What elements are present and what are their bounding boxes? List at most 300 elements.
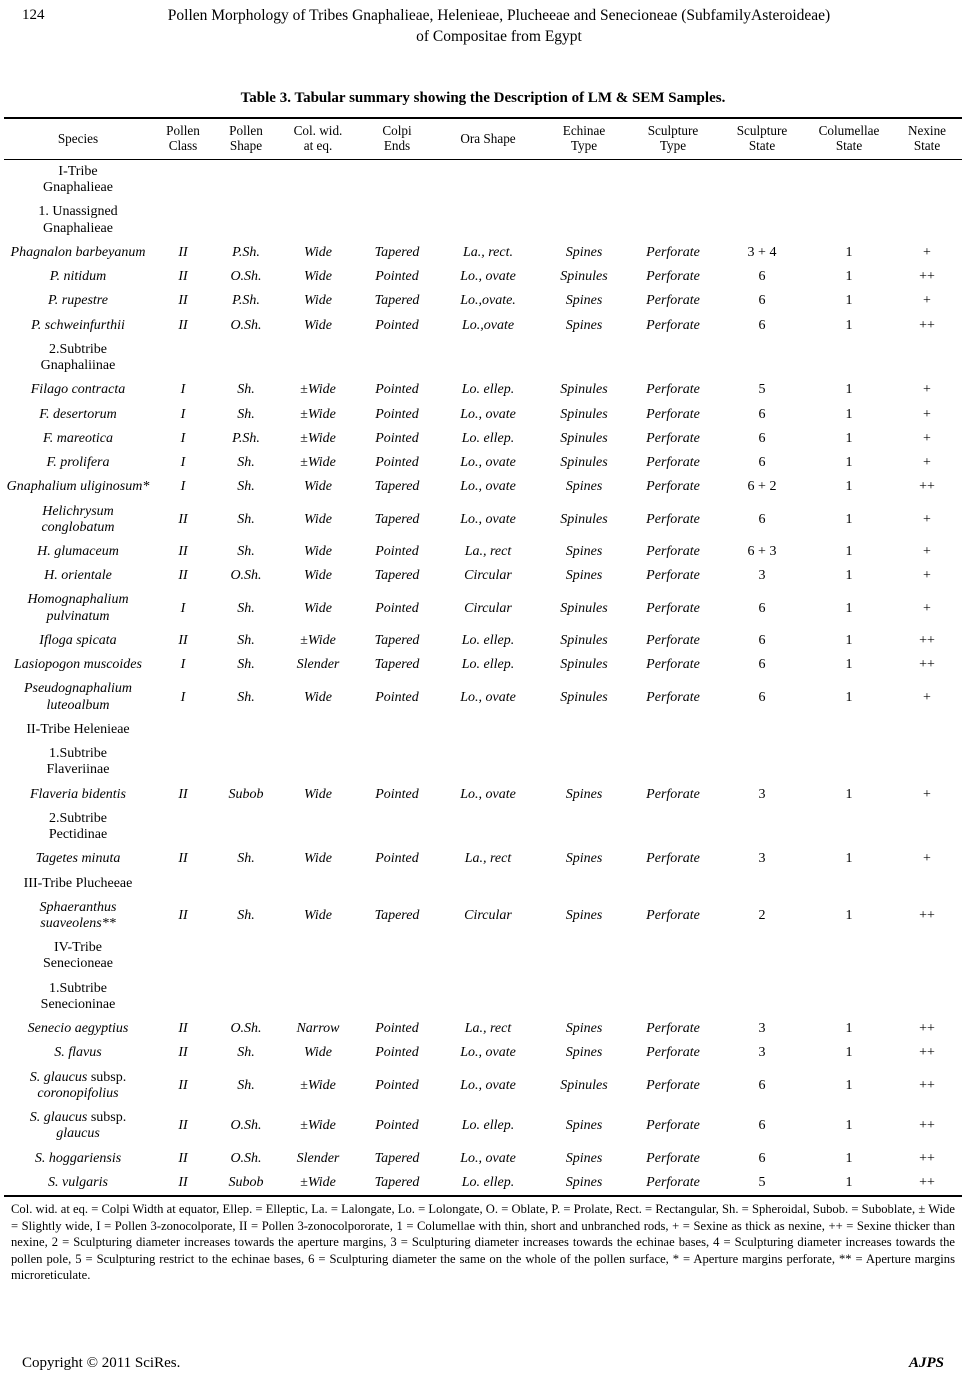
- nexine-state-cell: ++: [919, 1021, 935, 1037]
- colpi-ends-cell: Pointed: [375, 1021, 419, 1037]
- empty-cell: [152, 718, 214, 742]
- empty-cell: [540, 742, 628, 782]
- empty-cell: [718, 160, 806, 201]
- subspecies-epithet: glaucus: [56, 1126, 100, 1142]
- empty-cell: [436, 338, 540, 378]
- pollen-shape-cell: Sh.: [237, 406, 255, 422]
- columellae-state-cell: 1: [845, 600, 853, 616]
- columellae-state-cell: 1: [845, 1118, 853, 1134]
- column-header-line-1: Echinae: [562, 122, 606, 138]
- columellae-state-cell: 1: [845, 1045, 853, 1061]
- pollen-class-cell: I: [180, 455, 186, 471]
- empty-cell: [628, 742, 718, 782]
- species-name-cell: S. flavus: [54, 1045, 102, 1061]
- group-heading-label: [4, 742, 152, 782]
- nexine-state-cell: +: [923, 786, 931, 802]
- empty-cell: [358, 936, 436, 976]
- column-header-line-1: Pollen: [166, 122, 200, 138]
- pollen-shape-cell: P.Sh.: [232, 430, 260, 446]
- columellae-state-cell: 1: [845, 244, 853, 260]
- empty-cell: [628, 200, 718, 240]
- ora-shape-cell: Lo. ellep.: [461, 1118, 515, 1134]
- pollen-class-cell: II: [178, 269, 188, 285]
- empty-cell: [436, 872, 540, 896]
- empty-cell: [540, 338, 628, 378]
- pollen-class-cell: I: [180, 479, 186, 495]
- sculpture-state-cell: 6: [758, 293, 766, 309]
- column-header-pollen-class: [152, 118, 214, 160]
- table-row: [4, 896, 962, 936]
- columellae-state-cell: 1: [845, 293, 853, 309]
- species-name-cell: Pseudognaphalium luteoalbum: [23, 681, 133, 713]
- sculpture-type-cell: Perforate: [646, 1118, 700, 1134]
- nexine-state-cell: ++: [919, 657, 935, 673]
- sculpture-type-cell: Perforate: [646, 1077, 700, 1093]
- col-wid-cell: ±Wide: [278, 1171, 358, 1196]
- pollen-class-cell: II: [178, 786, 188, 802]
- echinae-type-cell: Spines: [565, 1118, 603, 1134]
- column-header-sculpture-state: [718, 118, 806, 160]
- columellae-state-cell: 1: [845, 406, 853, 422]
- species-name-cell: Homognaphalium pulvinatum: [27, 592, 129, 624]
- empty-cell: [214, 200, 278, 240]
- columellae-state-cell: 1: [845, 543, 853, 559]
- echinae-type-cell: Spines: [565, 543, 603, 559]
- copyright-notice: Copyright © 2011 SciRes.: [22, 1355, 181, 1371]
- ora-shape-cell: Lo. ellep.: [436, 1171, 540, 1196]
- table-footnote: Col. wid. at eq. = Colpi Width at equator, Ellep. = Elleptic, La. = Lalongate, Lo. = Lolongate, O. = Oblate, P. = Prolate, Rect. = Rectangular, Sh. = Spheroidal, Subob. = Suboblate, ± Wide = Slightly wide, I = Pollen 3-zonocolporate, II = Pollen 3-zonocolpororate, 1 = Columellae with thin, short and unbranched rods, + = Sexine as thick as nexine, ++ = Sexine thicker than nexine, 2 = Sculpturing diameter increases towards the aperture margins, 3 = Sculpturing diameter increases towards the echinae bases, 4 = Sculpturing diameter increases towards the pollen pole, 5 = Sculpturing restrict to the echinae bases, 6 = Sculpturing diameter the same on the whole of the pollen surface, * = Aperture margins perforate, ** = Aperture margins microreticulate.: [11, 1202, 955, 1283]
- column-header-species: [4, 118, 152, 160]
- sculpture-type-cell: Perforate: [646, 382, 700, 398]
- col-wid-cell: Wide: [304, 511, 332, 527]
- sculpture-type-cell: Perforate: [646, 600, 700, 616]
- group-heading-line: II-Tribe Helenieae: [26, 721, 130, 737]
- pollen-class-cell: II: [178, 568, 188, 584]
- column-header-col-wid-at-eq: [278, 118, 358, 160]
- table-row: [4, 1171, 962, 1196]
- echinae-type-cell: Spines: [565, 851, 603, 867]
- ora-shape-cell: Lo., ovate: [460, 479, 516, 495]
- ora-shape-cell: Circular: [464, 600, 512, 616]
- pollen-shape-cell: P.Sh.: [232, 293, 260, 309]
- col-wid-cell: Wide: [304, 543, 332, 559]
- columellae-state-cell: 1: [845, 786, 853, 802]
- column-header-line-2: Shape: [229, 138, 263, 154]
- colpi-ends-cell: Pointed: [375, 689, 419, 705]
- column-header-line-2: Type: [659, 138, 687, 154]
- group-heading-line: 2.Subtribe: [49, 341, 107, 357]
- table-header: [4, 118, 962, 160]
- table-group-heading-row: [4, 872, 962, 896]
- empty-cell: [152, 160, 214, 201]
- echinae-type-cell: Spinules: [560, 269, 608, 285]
- empty-cell: [540, 977, 628, 1017]
- colpi-ends-cell: Pointed: [375, 543, 419, 559]
- group-heading-label: [4, 807, 152, 847]
- column-header-line-1: Ora Shape: [460, 130, 516, 146]
- empty-cell: [214, 807, 278, 847]
- empty-cell: [806, 718, 892, 742]
- nexine-state-cell: +: [923, 543, 931, 559]
- ora-shape-cell: Lo. ellep.: [461, 632, 515, 648]
- empty-cell: [278, 936, 358, 976]
- page-number: 124: [22, 7, 45, 23]
- sculpture-state-cell: 6: [758, 1150, 766, 1166]
- sculpture-state-cell: 6: [758, 406, 766, 422]
- sculpture-type-cell: Perforate: [646, 269, 700, 285]
- echinae-type-cell: Spines: [565, 568, 603, 584]
- pollen-class-cell: II: [178, 1021, 188, 1037]
- pollen-class-cell: II: [178, 632, 188, 648]
- pollen-shape-cell: Sh.: [237, 1077, 255, 1093]
- species-name-cell: P. nitidum: [49, 269, 107, 285]
- empty-cell: [278, 977, 358, 1017]
- species-name-cell: Helichrysum conglobatum: [41, 503, 115, 535]
- colpi-ends-cell: Tapered: [374, 511, 420, 527]
- table-row: [4, 500, 962, 540]
- ora-shape-cell: Lo. ellep.: [461, 430, 515, 446]
- echinae-type-cell: Spines: [565, 1021, 603, 1037]
- echinae-type-cell: Spines: [565, 786, 603, 802]
- group-heading-label: [4, 338, 152, 378]
- table-group-heading-row: [4, 936, 962, 976]
- table-group-heading-row: [4, 742, 962, 782]
- nexine-state-cell: +: [923, 511, 931, 527]
- ora-shape-cell: Lo., ovate: [460, 1150, 516, 1166]
- running-head-line-1: Pollen Morphology of Tribes Gnaphalieae, Helenieae, Plucheeae and Senecioneae (SubfamilyAsteroideae): [167, 7, 831, 24]
- columellae-state-cell: 1: [845, 317, 853, 333]
- echinae-type-cell: Spines: [565, 479, 603, 495]
- empty-cell: [892, 718, 962, 742]
- sculpture-type-cell: Perforate: [646, 632, 700, 648]
- group-heading-label: [4, 200, 152, 240]
- empty-cell: [278, 160, 358, 201]
- table-row: [4, 289, 962, 313]
- group-heading-line: 2.Subtribe: [49, 810, 107, 826]
- pollen-shape-cell: Sh.: [237, 511, 255, 527]
- empty-cell: [152, 872, 214, 896]
- empty-cell: [214, 936, 278, 976]
- table-row: [4, 783, 962, 807]
- col-wid-cell: ±Wide: [300, 382, 336, 398]
- nexine-state-cell: +: [923, 600, 931, 616]
- colpi-ends-cell: Pointed: [375, 406, 419, 422]
- pollen-class-cell: II: [152, 1171, 214, 1196]
- ora-shape-cell: La., rect.: [462, 244, 514, 260]
- columellae-state-cell: 1: [845, 430, 853, 446]
- colpi-ends-cell: Pointed: [375, 430, 419, 446]
- empty-cell: [718, 200, 806, 240]
- pollen-shape-cell: Sh.: [237, 455, 255, 471]
- colpi-ends-cell: Pointed: [375, 786, 419, 802]
- rank-abbreviation: subsp.: [90, 1069, 127, 1085]
- running-head: [0, 0, 966, 48]
- column-header-line-1: Columellae: [818, 122, 880, 138]
- table-group-heading-row: [4, 807, 962, 847]
- empty-cell: [540, 200, 628, 240]
- empty-cell: [628, 872, 718, 896]
- col-wid-cell: Wide: [304, 786, 332, 802]
- column-header-line-1: Pollen: [229, 122, 263, 138]
- column-header-line-2: Ends: [383, 138, 411, 154]
- species-name-cell: S. hoggariensis: [34, 1150, 122, 1166]
- species-name-cell: Senecio aegyptius: [27, 1021, 129, 1037]
- species-name-cell: Sphaeranthus suaveolens**: [39, 899, 117, 931]
- group-heading-line: Gnaphaliinae: [40, 358, 116, 374]
- species-binomial: S. glaucus subsp.: [29, 1110, 127, 1126]
- empty-cell: [358, 872, 436, 896]
- sculpture-type-cell: Perforate: [646, 1021, 700, 1037]
- species-name-cell: P. rupestre: [48, 293, 108, 309]
- empty-cell: [436, 977, 540, 1017]
- pollen-class-cell: I: [180, 430, 186, 446]
- empty-cell: [540, 807, 628, 847]
- empty-cell: [806, 338, 892, 378]
- sculpture-state-cell: 2: [758, 907, 766, 923]
- table-row: [4, 314, 962, 338]
- species-name-cell: Phagnalon barbeyanum: [10, 244, 146, 260]
- echinae-type-cell: Spinules: [560, 455, 608, 471]
- group-heading-label: [4, 160, 152, 201]
- group-heading-line: Flaveriinae: [46, 762, 110, 778]
- colpi-ends-cell: Pointed: [375, 317, 419, 333]
- table-caption: Table 3. Tabular summary showing the Description of LM & SEM Samples.: [240, 89, 726, 106]
- table-row: [4, 629, 962, 653]
- empty-cell: [152, 200, 214, 240]
- empty-cell: [718, 718, 806, 742]
- pollen-class-cell: II: [178, 907, 188, 923]
- group-heading-line: 1.Subtribe: [49, 746, 107, 762]
- pollen-shape-cell: O.Sh.: [230, 568, 262, 584]
- echinae-type-cell: Spinules: [560, 1077, 608, 1093]
- pollen-shape-cell: Sh.: [237, 479, 255, 495]
- empty-cell: [278, 338, 358, 378]
- pollen-shape-cell: Sh.: [237, 851, 255, 867]
- pollen-class-cell: II: [178, 1118, 188, 1134]
- empty-cell: [152, 807, 214, 847]
- species-name-cell: [4, 1106, 152, 1146]
- pollen-shape-cell: Sh.: [237, 907, 255, 923]
- empty-cell: [278, 742, 358, 782]
- ora-shape-cell: Lo., ovate: [460, 269, 516, 285]
- column-header-line-2: at eq.: [303, 138, 333, 154]
- pollen-shape-cell: Sh.: [237, 543, 255, 559]
- columellae-state-cell: 1: [845, 269, 853, 285]
- pollen-shape-cell: Sh.: [237, 632, 255, 648]
- col-wid-cell: Wide: [304, 600, 332, 616]
- columellae-state-cell: 1: [845, 1150, 853, 1166]
- sculpture-type-cell: Perforate: [646, 244, 700, 260]
- empty-cell: [806, 200, 892, 240]
- empty-cell: [214, 872, 278, 896]
- nexine-state-cell: +: [923, 293, 931, 309]
- ora-shape-cell: La., rect: [464, 851, 512, 867]
- column-header-line-2: State: [835, 138, 863, 154]
- species-name-cell: S. vulgaris: [4, 1171, 152, 1196]
- column-header-line-1: Sculpture: [647, 122, 699, 138]
- column-header-line-1: Col. wid.: [293, 122, 343, 138]
- col-wid-cell: ±Wide: [300, 406, 336, 422]
- empty-cell: [628, 977, 718, 1017]
- col-wid-cell: ±Wide: [300, 1077, 336, 1093]
- nexine-state-cell: ++: [919, 1150, 935, 1166]
- sculpture-type-cell: Perforate: [646, 689, 700, 705]
- empty-cell: [628, 718, 718, 742]
- empty-cell: [892, 338, 962, 378]
- empty-cell: [278, 872, 358, 896]
- empty-cell: [806, 872, 892, 896]
- empty-cell: [628, 160, 718, 201]
- pollen-class-cell: I: [180, 382, 186, 398]
- echinae-type-cell: Spinules: [560, 689, 608, 705]
- group-heading-line: 1. Unassigned: [38, 204, 118, 220]
- table-row: [4, 540, 962, 564]
- empty-cell: [806, 742, 892, 782]
- sculpture-state-cell: 6: [758, 317, 766, 333]
- columellae-state-cell: 1: [845, 511, 853, 527]
- table-row: [4, 427, 962, 451]
- table-row: [4, 1066, 962, 1106]
- colpi-ends-cell: Tapered: [374, 479, 420, 495]
- ora-shape-cell: Lo., ovate: [460, 1045, 516, 1061]
- colpi-ends-cell: Tapered: [374, 568, 420, 584]
- species-name-cell: Gnaphalium uliginosum*: [6, 479, 150, 495]
- pollen-class-cell: II: [178, 511, 188, 527]
- empty-cell: [540, 718, 628, 742]
- echinae-type-cell: Spinules: [560, 430, 608, 446]
- col-wid-cell: Wide: [304, 269, 332, 285]
- sculpture-state-cell: 3: [758, 786, 766, 802]
- sculpture-state-cell: 6: [758, 600, 766, 616]
- sculpture-state-cell: 5: [758, 382, 766, 398]
- empty-cell: [718, 936, 806, 976]
- pollen-shape-cell: O.Sh.: [230, 1150, 262, 1166]
- empty-cell: [540, 160, 628, 201]
- species-name-cell: Flaveria bidentis: [29, 786, 127, 802]
- ora-shape-cell: Lo., ovate: [460, 689, 516, 705]
- columellae-state-cell: 1: [845, 1077, 853, 1093]
- sculpture-type-cell: Perforate: [646, 543, 700, 559]
- colpi-ends-cell: Pointed: [375, 600, 419, 616]
- table-row: [4, 451, 962, 475]
- ora-shape-cell: Lo., ovate: [460, 1077, 516, 1093]
- ora-shape-cell: Circular: [464, 907, 512, 923]
- empty-cell: [152, 977, 214, 1017]
- table-row: [4, 241, 962, 265]
- ora-shape-cell: Lo., ovate: [460, 511, 516, 527]
- col-wid-cell: Wide: [304, 1045, 332, 1061]
- col-wid-cell: Wide: [304, 293, 332, 309]
- column-header-pollen-shape: [214, 118, 278, 160]
- sculpture-type-cell: Perforate: [646, 455, 700, 471]
- echinae-type-cell: Spinules: [560, 406, 608, 422]
- sculpture-type-cell: Perforate: [646, 851, 700, 867]
- sculpture-state-cell: 3 + 4: [747, 244, 777, 260]
- sculpture-type-cell: Perforate: [646, 406, 700, 422]
- nexine-state-cell: +: [923, 406, 931, 422]
- pollen-shape-cell: Sh.: [237, 1045, 255, 1061]
- colpi-ends-cell: Pointed: [375, 1045, 419, 1061]
- pollen-class-cell: II: [178, 543, 188, 559]
- column-header-line-1: Nexine: [907, 122, 947, 138]
- running-head-line-2: of Compositae from Egypt: [416, 27, 582, 45]
- pollen-class-cell: I: [180, 600, 186, 616]
- empty-cell: [540, 936, 628, 976]
- table-row: [4, 378, 962, 402]
- sculpture-state-cell: 6: [758, 1077, 766, 1093]
- species-name-cell: Filago contracta: [30, 382, 126, 398]
- col-wid-cell: Wide: [304, 689, 332, 705]
- group-heading-line: Gnaphalieae: [43, 220, 113, 236]
- ora-shape-cell: Lo., ovate: [460, 406, 516, 422]
- sculpture-state-cell: 3: [758, 1045, 766, 1061]
- table-row: [4, 403, 962, 427]
- sculpture-type-cell: Perforate: [646, 1045, 700, 1061]
- table-body: [4, 160, 962, 1197]
- empty-cell: [214, 742, 278, 782]
- empty-cell: [436, 160, 540, 201]
- empty-cell: [152, 742, 214, 782]
- col-wid-cell: Wide: [304, 479, 332, 495]
- column-header-sculpture-type: [628, 118, 718, 160]
- sculpture-state-cell: 3: [758, 851, 766, 867]
- echinae-type-cell: Spines: [565, 317, 603, 333]
- empty-cell: [718, 807, 806, 847]
- colpi-ends-cell: Tapered: [374, 293, 420, 309]
- echinae-type-cell: Spinules: [560, 511, 608, 527]
- lm-sem-summary-table: [4, 117, 962, 1197]
- nexine-state-cell: ++: [919, 269, 935, 285]
- sculpture-state-cell: 6: [758, 1118, 766, 1134]
- column-header-line-1: Colpi: [382, 122, 412, 138]
- ora-shape-cell: Lo. ellep.: [461, 657, 515, 673]
- table-group-heading-row: [4, 338, 962, 378]
- ora-shape-cell: Lo., ovate: [460, 786, 516, 802]
- empty-cell: [214, 718, 278, 742]
- echinae-type-cell: Spinules: [560, 632, 608, 648]
- sculpture-type-cell: Perforate: [646, 430, 700, 446]
- pollen-shape-cell: O.Sh.: [230, 317, 262, 333]
- columellae-state-cell: 1: [845, 1021, 853, 1037]
- empty-cell: [278, 807, 358, 847]
- nexine-state-cell: +: [923, 851, 931, 867]
- colpi-ends-cell: Tapered: [374, 632, 420, 648]
- group-heading-label: [4, 936, 152, 976]
- columellae-state-cell: 1: [845, 479, 853, 495]
- col-wid-cell: Wide: [304, 317, 332, 333]
- columellae-state-cell: 1: [806, 1171, 892, 1196]
- group-heading-line: Gnaphalieae: [43, 180, 113, 196]
- empty-cell: [358, 807, 436, 847]
- nexine-state-cell: ++: [919, 317, 935, 333]
- empty-cell: [806, 160, 892, 201]
- pollen-shape-cell: Sh.: [237, 657, 255, 673]
- empty-cell: [436, 200, 540, 240]
- empty-cell: [628, 338, 718, 378]
- group-heading-line: 1.Subtribe: [49, 980, 107, 996]
- pollen-class-cell: I: [180, 406, 186, 422]
- empty-cell: [892, 977, 962, 1017]
- table-row: [4, 677, 962, 717]
- colpi-ends-cell: Pointed: [375, 269, 419, 285]
- species-name-cell: H. orientale: [44, 568, 112, 584]
- empty-cell: [892, 160, 962, 201]
- table-group-heading-row: [4, 160, 962, 201]
- empty-cell: [436, 742, 540, 782]
- columellae-state-cell: 1: [845, 632, 853, 648]
- table-row: [4, 588, 962, 628]
- journal-abbreviation: AJPS: [908, 1355, 944, 1371]
